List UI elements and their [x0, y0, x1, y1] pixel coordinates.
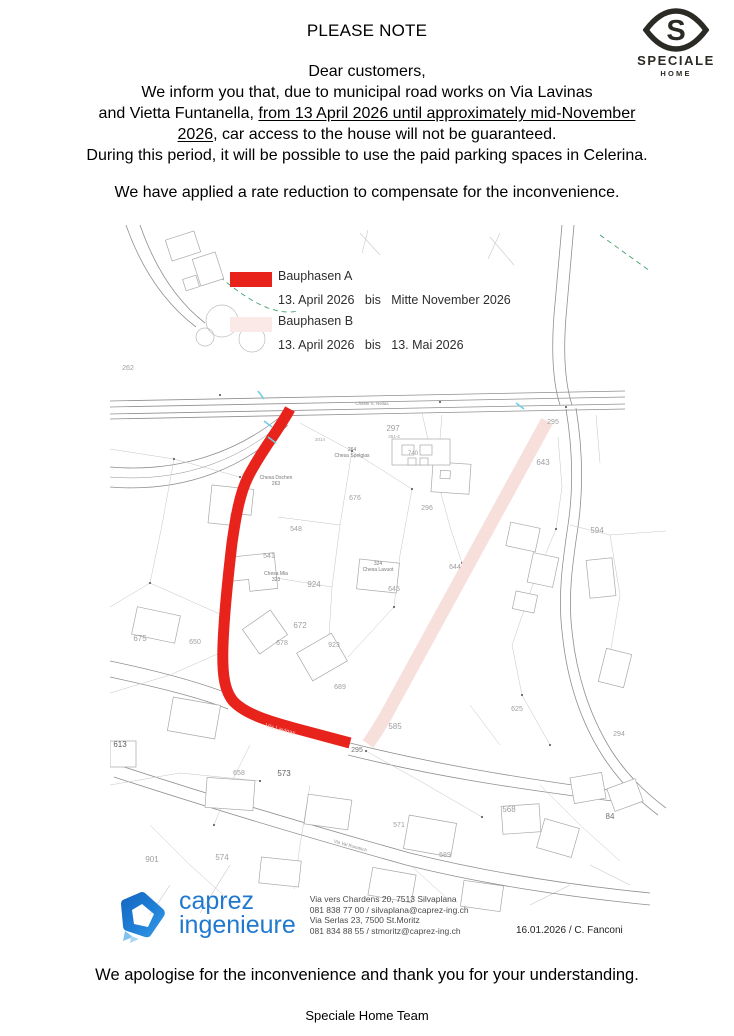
legend-label-phase-b: Bauphasen B: [278, 314, 354, 328]
legend-dates-phase-a: 13. April 2026 bis Mitte November 2026: [278, 293, 511, 307]
map-label: 568: [502, 805, 516, 814]
legend-swatch-phase-b: [230, 317, 272, 332]
map-label: 264: [347, 447, 357, 453]
map-label: 589: [439, 852, 451, 859]
map-label: 573: [277, 769, 291, 778]
map-label: 295: [351, 747, 363, 754]
page-title: PLEASE NOTE: [306, 21, 428, 40]
map-label: 645: [388, 586, 400, 593]
map-credit: 16.01.2026 / C. Fanconi: [516, 925, 623, 936]
map-label: 262: [122, 365, 134, 372]
notice-line-3: 2026, car access to the house will not be guaranteed.: [177, 126, 557, 143]
closing-line: We apologise for the inconvenience and thank you for your understanding.: [95, 966, 639, 984]
map-label: 650: [189, 639, 201, 646]
caprez-wordmark: caprez ingenieure: [179, 887, 296, 939]
salutation: Dear customers,: [308, 63, 426, 80]
map-label: 261-4: [388, 434, 400, 439]
map-label: 294: [613, 731, 625, 738]
map-label: Via Val Runatsch: [333, 838, 368, 853]
legend-label-phase-a: Bauphasen A: [278, 269, 353, 283]
speciale-monogram: S: [666, 15, 686, 47]
map-label: 585: [388, 722, 402, 731]
map-label: 594: [590, 526, 604, 535]
map-label: 658: [233, 770, 245, 777]
map-label: Chasel S. Nellas: [355, 401, 389, 406]
legend-swatch-phase-a: [230, 272, 272, 287]
map-label: 263: [271, 481, 281, 487]
map-label: Chesa Dschen: [259, 475, 293, 481]
map-label: 643: [536, 458, 550, 467]
notice-line-2: and Vietta Funtanella, from 13 April 2026 until approximately mid-November: [98, 105, 636, 122]
map-label: 689: [334, 684, 346, 691]
caprez-contact: Via vers Chardens 20, 7513 Silvaplana 081 838 77 00 / silvaplana@caprez-ing.ch Via Serlas 23, 7500 St.Moritz 081 834 88 55 / stmoritz@caprez-ing.ch: [309, 894, 469, 936]
brand-name: SPECIALE: [637, 53, 715, 68]
map-label: 676: [349, 495, 361, 502]
signature: Speciale Home Team: [305, 1008, 429, 1023]
map-labels: [113, 365, 625, 864]
construction-map: [110, 225, 666, 917]
map-label: 548: [290, 526, 302, 533]
caprez-icon: [117, 891, 167, 943]
map-label: 541: [263, 553, 275, 560]
map-label: 923: [328, 642, 340, 649]
map-svg: [110, 225, 666, 917]
map-label: 901: [145, 855, 159, 864]
map-label: 296: [421, 505, 433, 512]
map-label: 574: [215, 853, 229, 862]
notice-body: [0, 61, 734, 203]
map-label: 644: [449, 564, 461, 571]
caprez-logo-block: [117, 887, 469, 943]
map-label: 625: [511, 706, 523, 713]
map-label: 613: [113, 740, 127, 749]
map-label: 323: [271, 577, 281, 583]
map-label: 295: [547, 419, 559, 426]
map-label: 84: [605, 812, 615, 821]
map-label: Via Lavinas: [264, 723, 296, 737]
map-label: Chesa Lavuot: [362, 567, 394, 573]
notice-line-5: We have applied a rate reduction to compensate for the inconvenience.: [114, 184, 620, 201]
map-label: 678: [276, 640, 288, 647]
map-label: 571: [393, 822, 405, 829]
notice-line-4: During this period, it will be possible to use the paid parking spaces in Celerina.: [86, 147, 648, 164]
map-label: 324: [373, 561, 383, 567]
speciale-lens-icon: [643, 8, 709, 52]
notice-line-1: We inform you that, due to municipal road works on Via Lavinas: [141, 84, 593, 101]
map-label: 675: [133, 634, 147, 643]
map-label: 2014: [314, 437, 326, 442]
legend-dates-phase-b: 13. April 2026 bis 13. Mai 2026: [278, 338, 464, 352]
map-label: 924: [307, 580, 321, 589]
map-label: Chesa Mia: [264, 571, 288, 577]
map-label: 297: [386, 424, 400, 433]
map-label: 672: [293, 621, 307, 630]
map-parcels: [110, 413, 666, 901]
map-label: 740: [407, 451, 419, 457]
brand-sub: HOME: [660, 69, 692, 78]
map-label: Chesa Spelgias: [334, 453, 370, 459]
